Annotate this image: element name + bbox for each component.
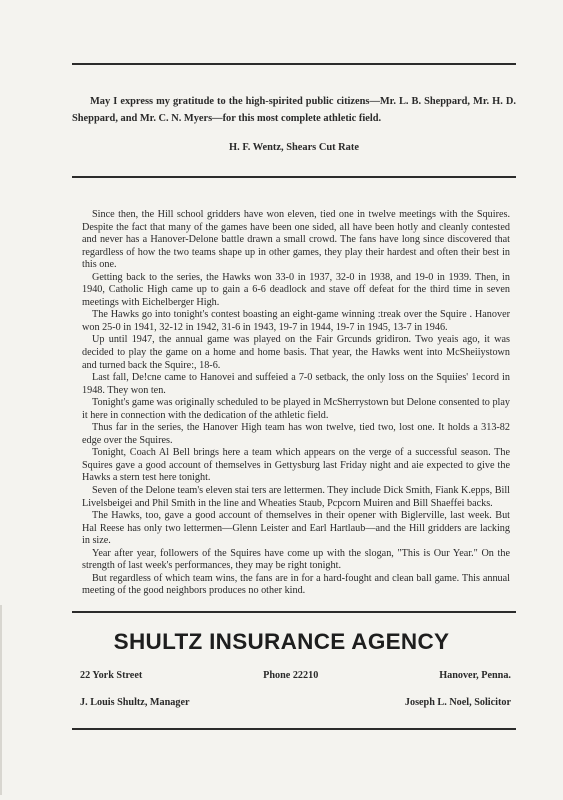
article-paragraph: Thus far in the series, the Hanover High team has won twelve, tied two, lost one. It holds a 313-82 edge over the Squires.: [82, 422, 510, 446]
article-paragraph: Last fall, De!cne came to Hanovei and suffeied a 7-0 setback, the only loss on the Squiies' 1ecord in 1948. They won ten.: [82, 372, 510, 396]
article-body: [82, 209, 510, 598]
gratitude-signature: H. F. Wentz, Shears Cut Rate: [229, 142, 359, 153]
article-paragraph: Year after year, followers of the Squires have come up with the slogan, "This is Our Year." On the strength of last week's performances, they may be right tonight.: [82, 547, 510, 572]
gratitude-ad: [72, 93, 516, 156]
article-paragraph: Since then, the Hill school gridders have won eleven, tied one in twelve meetings with the Squires. Despite the fact that many of the games have been one sided, all have been hotly and cleanly contested and never has a Hanover-Delone battle drawn a small crowd. The fans have long since discovered that regardless of how the two teams shape up in other games, they play their hardest and often their best in this one.: [82, 209, 510, 271]
agency-manager: J. Louis Shultz, Manager: [80, 697, 190, 708]
agency-address: 22 York Street: [80, 670, 143, 681]
agency-phone: Phone 22210: [263, 670, 319, 681]
article-paragraph: Tonight, Coach Al Bell brings here a team which appears on the verge of a successful season. The Squires gave a good account of themselves in Gettysburg last Friday night and aie expected to give the Hawks a stern test here tonight.: [82, 447, 510, 484]
agency-city: Hanover, Penna.: [439, 670, 511, 681]
article-paragraph: Up until 1947, the annual game was played on the Fair Grcunds gridiron. Two yeais ago, it was decided to play the game on a home and home basis. That year, the Hawks went into McSheiiystown and turned back the Squire:, 18-6.: [82, 334, 510, 371]
agency-staff-row: [80, 697, 511, 708]
agency-contact-row: [80, 670, 511, 681]
article-paragraph: But regardless of which team wins, the fans are in for a hard-fought and clean ball game. This annual meeting of the good neighbors produces no other kind.: [82, 572, 510, 597]
article-paragraph: Getting back to the series, the Hawks won 33-0 in 1937, 32-0 in 1938, and 19-0 in 1939. Then, in 1940, Catholic High came up to gain a 6-6 deadlock and stave off defeat for the third time in seven meetings with Eichelberger High.: [82, 271, 510, 308]
bottom-divider: [72, 728, 516, 730]
middle-divider: [72, 176, 516, 178]
article-paragraph: The Hawks go into tonight's contest boasting an eight-game winning :treak over the Squire . Hanover won 25-0 in 1941, 32-12 in 1942, 31-6 in 1943, 19-7 in 1944, 19-7 in 1945, 13-7 in 1946.: [82, 309, 510, 333]
agency-title: SHULTZ INSURANCE AGENCY: [113, 629, 450, 654]
article-paragraph: Tonight's game was originally scheduled to be played in McSherrystown but Delone consented to play it here in connection with the dedication of the athletic field.: [82, 397, 510, 421]
top-divider: [72, 63, 516, 65]
article-paragraph: The Hawks, too, gave a good account of themselves in their opener with Biglerville, last week. But Hal Reese has only two lettermen—Glenn Leister and Earl Hartlaub—and the Hill gridders are lacking in size.: [82, 510, 510, 547]
article-paragraph: Seven of the Delone team's eleven stai ters are lettermen. They include Dick Smith, Fiank K.epps, Bill Livelsbeigei and Phil Smith in the line and Wheaties Staub, Pcpcorn Muiren and Bill Shaeffei backs.: [82, 485, 510, 509]
agency-solicitor: Joseph L. Noel, Solicitor: [404, 697, 511, 708]
gratitude-text: May I express my gratitude to the high-spirited public citizens—Mr. L. B. Sheppard, Mr. H. D. Sheppard, and Mr. C. N. Myers—for this most complete athletic field.: [72, 96, 516, 124]
page-edge-shadow: [0, 605, 2, 795]
lower-divider: [72, 611, 516, 613]
